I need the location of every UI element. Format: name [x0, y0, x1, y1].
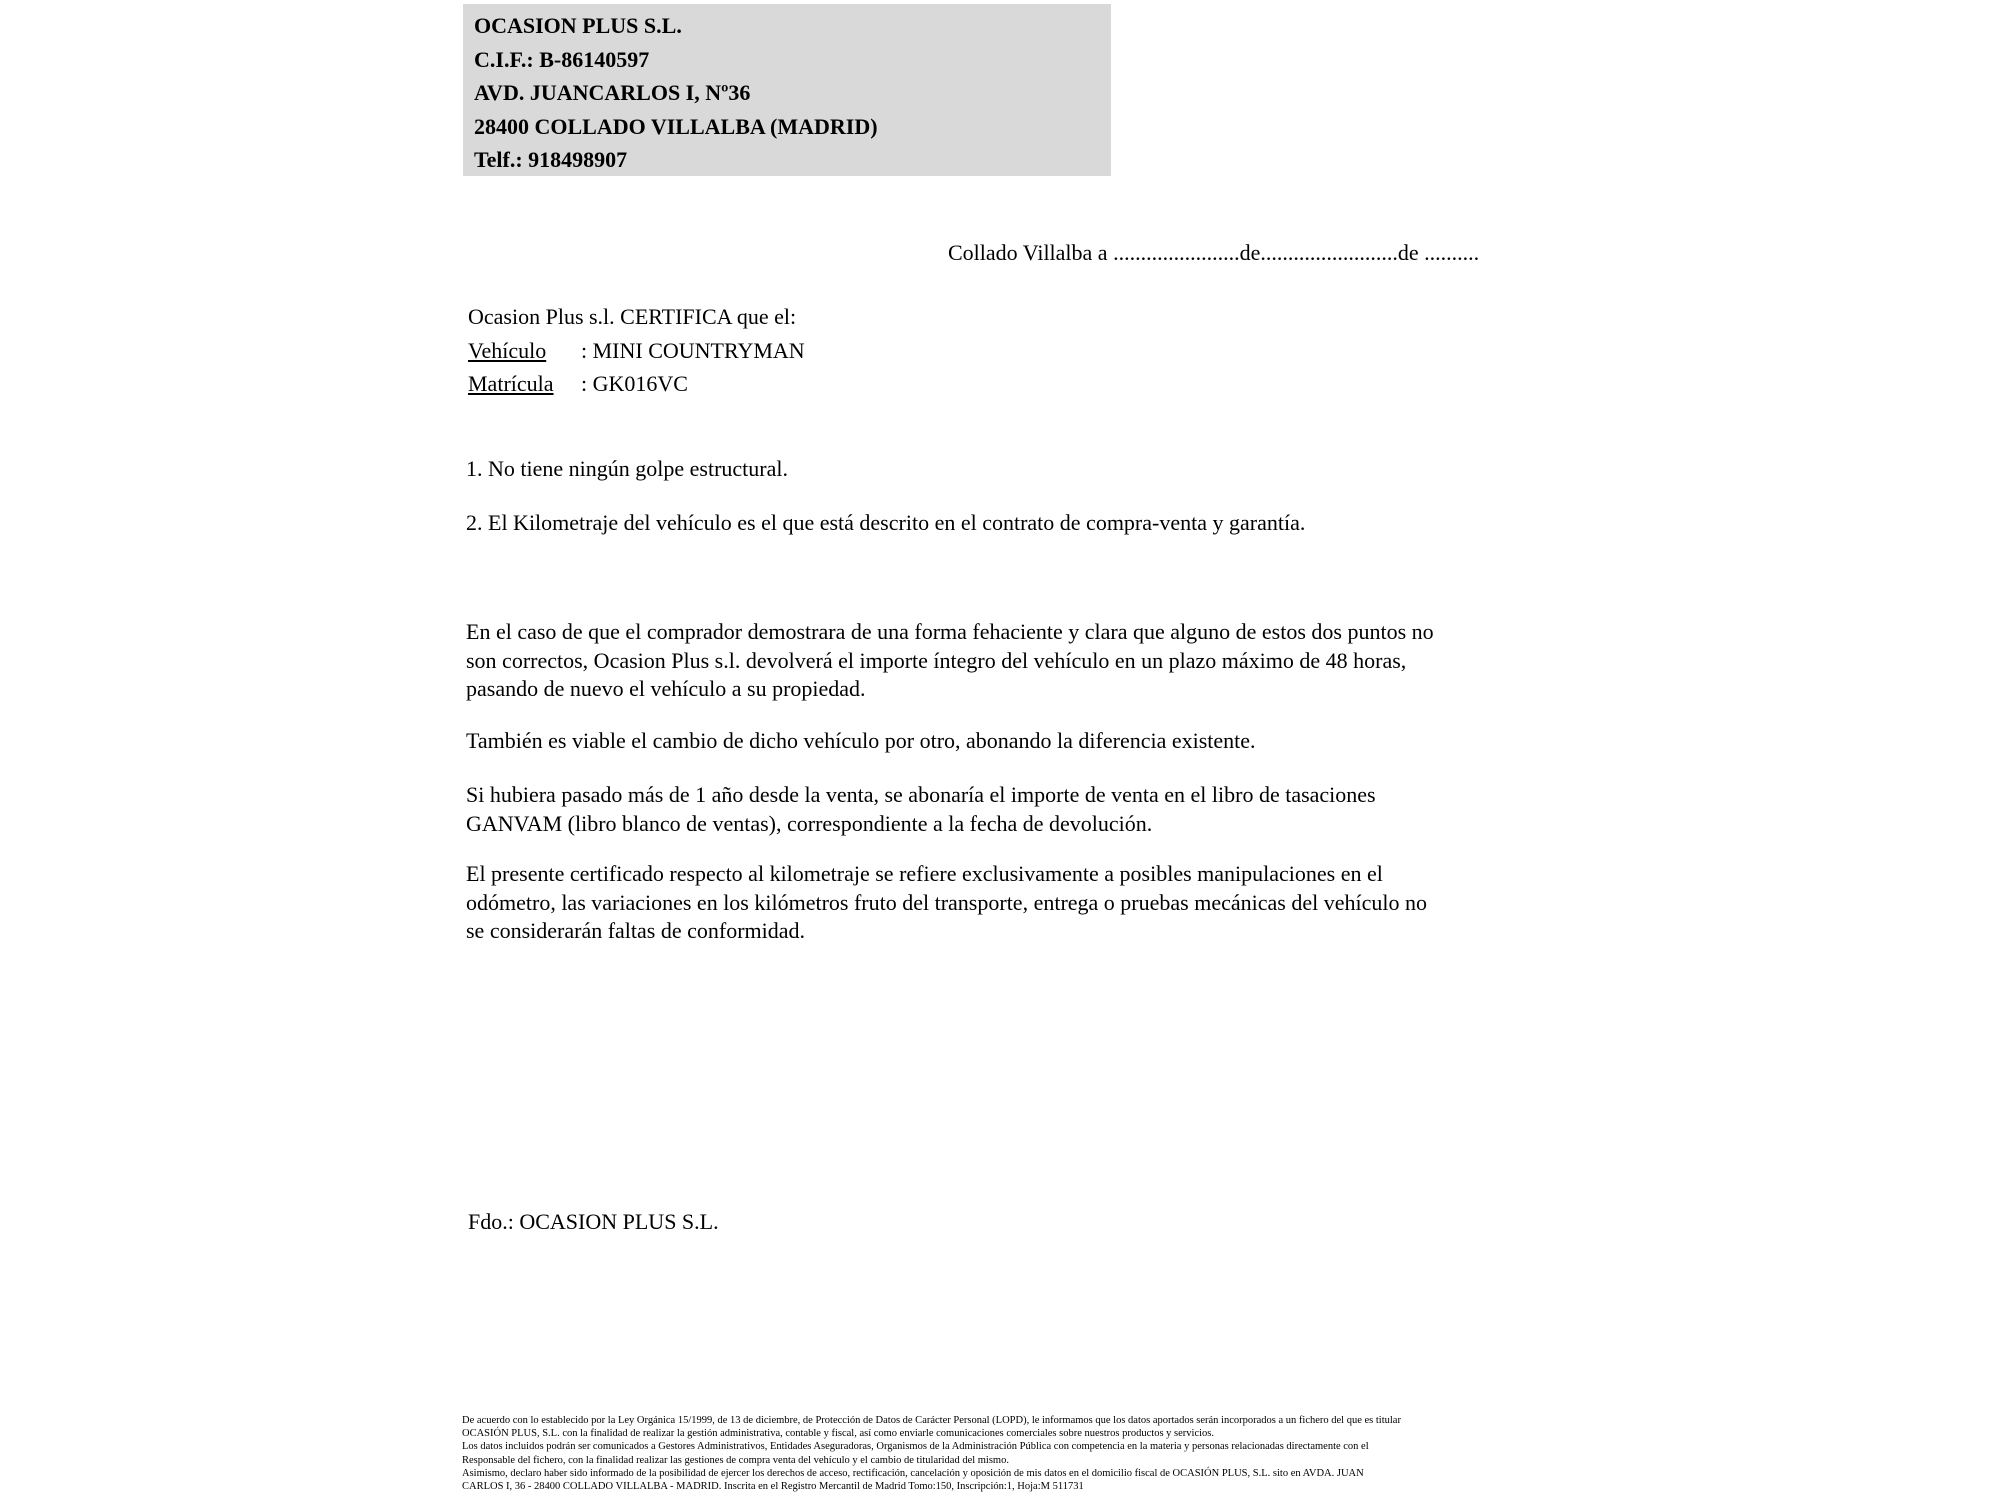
paragraph-line: En el caso de que el comprador demostrara de una forma fehaciente y clara que alguno de estos dos puntos no [466, 619, 1434, 644]
paragraph-ganvam [466, 781, 1571, 838]
paragraph-odometer [466, 860, 1571, 946]
legal-line: Asimismo, declaro haber sido informado de la posibilidad de ejercer los derechos de acceso, rectificación, cancelación y oposición de mis datos en el domicilio fiscal de OCASIÓN PLUS, S.L. sito en AVDA. JUAN [462, 1467, 1364, 1479]
legal-line: Los datos incluidos podrán ser comunicados a Gestores Administrativos, Entidades Aseguradoras, Organismos de la Administración Pública con competencia en la materia y personas relacionadas directamente con el [462, 1441, 1369, 1453]
paragraph-line: También es viable el cambio de dicho vehículo por otro, abonando la diferencia existente. [466, 728, 1256, 753]
plate-value: : GK016VC [581, 371, 688, 396]
company-address: AVD. JUANCARLOS I, Nº36 [474, 80, 751, 105]
paragraph-line: son correctos, Ocasion Plus s.l. devolverá el importe íntegro del vehículo en un plazo máximo de 48 horas, [466, 647, 1407, 673]
certify-intro: Ocasion Plus s.l. CERTIFICA que el: [468, 304, 797, 329]
paragraph-line: se considerarán faltas de conformidad. [466, 918, 806, 943]
legal-line: De acuerdo con lo establecido por la Ley Orgánica 15/1999, de 13 de diciembre, de Protección de Datos de Carácter Personal (LOPD), le informamos que los datos aportados serán incorporados a un fichero del que es titular [462, 1415, 1401, 1426]
certification-point-1: 1. No tiene ningún golpe estructural. [466, 456, 788, 481]
vehicle-label: Vehículo [468, 337, 547, 363]
paragraph-exchange [466, 727, 1571, 756]
certification-point-2: 2. El Kilometraje del vehículo es el que está descrito en el contrato de compra-venta y garantía. [466, 510, 1306, 535]
vehicle-row [468, 334, 805, 368]
legal-line: Responsable del fichero, con la finalidad realizar las gestiones de compra venta del vehículo y el cambio de titularidad del mismo. [462, 1454, 1009, 1466]
certify-block [468, 300, 805, 401]
company-city: 28400 COLLADO VILLALBA (MADRID) [474, 113, 878, 139]
vehicle-value: : MINI COUNTRYMAN [581, 337, 805, 363]
legal-line: OCASIÓN PLUS, S.L. con la finalidad de realizar la gestión administrativa, contable y fiscal, así como enviarle comunicaciones comerciales sobre nuestros productos y servicios. [462, 1428, 1214, 1440]
date-fill-line: Collado Villalba a .......................de.........................de .......... [948, 240, 1480, 265]
paragraph-line: El presente certificado respecto al kilometraje se refiere exclusivamente a posibles manipulaciones en el [466, 861, 1383, 886]
plate-row [468, 367, 805, 401]
letterhead-box [463, 4, 1111, 176]
company-name: OCASION PLUS S.L. [474, 13, 682, 38]
paragraph-line: pasando de nuevo el vehículo a su propiedad. [466, 676, 866, 701]
signature-line: Fdo.: OCASION PLUS S.L. [468, 1209, 719, 1234]
plate-label: Matrícula [468, 371, 554, 396]
paragraph-line: odómetro, las variaciones en los kilómetros fruto del transporte, entrega o pruebas mecánicas del vehículo no [466, 889, 1427, 915]
company-cif: C.I.F.: B-86140597 [474, 46, 650, 72]
paragraph-line: Si hubiera pasado más de 1 año desde la venta, se abonaría el importe de venta en el libro de tasaciones [466, 782, 1376, 807]
paragraph-refund [466, 618, 1571, 704]
company-phone: Telf.: 918498907 [474, 147, 628, 172]
legal-footer [462, 1414, 1552, 1493]
paragraph-line: GANVAM (libro blanco de ventas), correspondiente a la fecha de devolución. [466, 810, 1153, 836]
legal-line: CARLOS I, 36 - 28400 COLLADO VILLALBA - MADRID. Inscrita en el Registro Mercantil de Madrid Tomo:150, Inscripción:1, Hoja:M 511731 [462, 1481, 1084, 1493]
